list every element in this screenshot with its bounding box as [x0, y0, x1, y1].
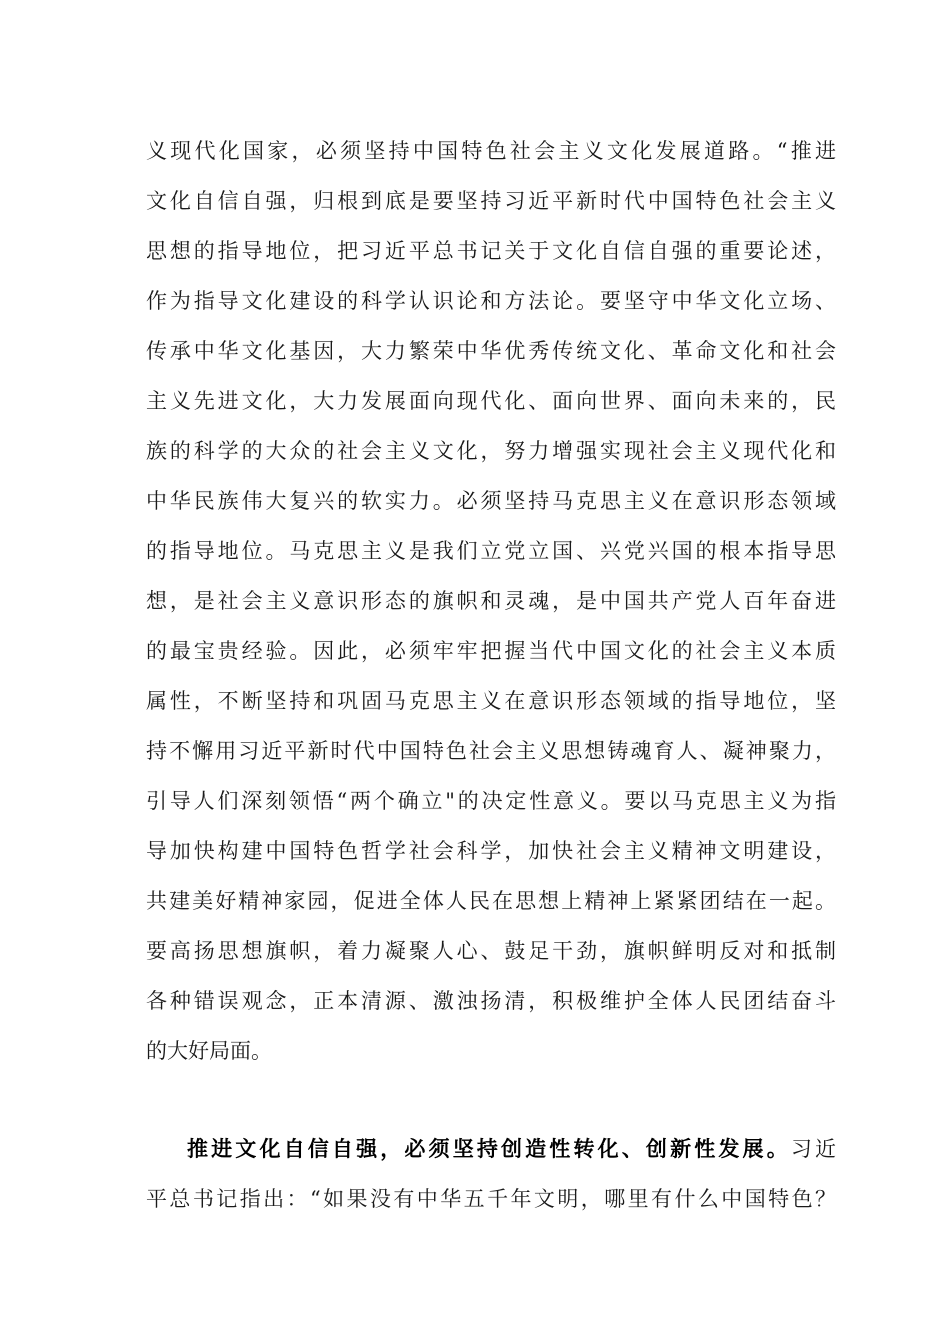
body-text-continuation: 习近	[790, 1137, 836, 1161]
body-text-line: 导加快构建中国特色哲学社会科学，加快社会主义精神文明建设，	[146, 839, 836, 863]
body-text-line: 文化自信自强，归根到底是要坚持习近平新时代中国特色社会主义	[146, 189, 836, 213]
body-text-line: 主义先进文化，大力发展面向现代化、面向世界、面向未来的，民	[146, 389, 836, 413]
body-text-line: 传承中华文化基因，大力繁荣中华优秀传统文化、革命文化和社会	[146, 339, 836, 363]
body-text-line: 各种错误观念，正本清源、激浊扬清，积极维护全体人民团结奋斗	[146, 989, 836, 1013]
body-text-line: 平总书记指出：“如果没有中华五千年文明，哪里有什么中国特色？	[146, 1187, 836, 1211]
paragraph-heading-line	[187, 1133, 836, 1165]
body-text-line: 要高扬思想旗帜，着力凝聚人心、鼓足干劲，旗帜鲜明反对和抵制	[146, 939, 836, 963]
body-text-line-last: 的大好局面。	[146, 1039, 272, 1063]
bold-lead-sentence: 推进文化自信自强，必须坚持创造性转化、创新性发展。	[187, 1136, 791, 1161]
body-text-line: 的最宝贵经验。因此，必须牢牢把握当代中国文化的社会主义本质	[146, 639, 836, 663]
body-text-line: 属性，不断坚持和巩固马克思主义在意识形态领域的指导地位，坚	[146, 689, 836, 713]
body-text-line: 的指导地位。马克思主义是我们立党立国、兴党兴国的根本指导思	[146, 539, 836, 563]
body-text-line: 思想的指导地位，把习近平总书记关于文化自信自强的重要论述，	[146, 239, 836, 263]
body-text-line: 持不懈用习近平新时代中国特色社会主义思想铸魂育人、凝神聚力，	[146, 739, 836, 763]
body-text-line: 想，是社会主义意识形态的旗帜和灵魂，是中国共产党人百年奋进	[146, 589, 836, 613]
body-text-line: 族的科学的大众的社会主义文化，努力增强实现社会主义现代化和	[146, 439, 836, 463]
body-text-line: 义现代化国家，必须坚持中国特色社会主义文化发展道路。“推进	[146, 139, 836, 163]
body-text-line: 共建美好精神家园，促进全体人民在思想上精神上紧紧团结在一起。	[146, 889, 836, 913]
body-text-line: 作为指导文化建设的科学认识论和方法论。要坚守中华文化立场、	[146, 289, 836, 313]
body-text-line: 引导人们深刻领悟“两个确立"的决定性意义。要以马克思主义为指	[146, 789, 836, 813]
body-text-line: 中华民族伟大复兴的软实力。必须坚持马克思主义在意识形态领域	[146, 489, 836, 513]
